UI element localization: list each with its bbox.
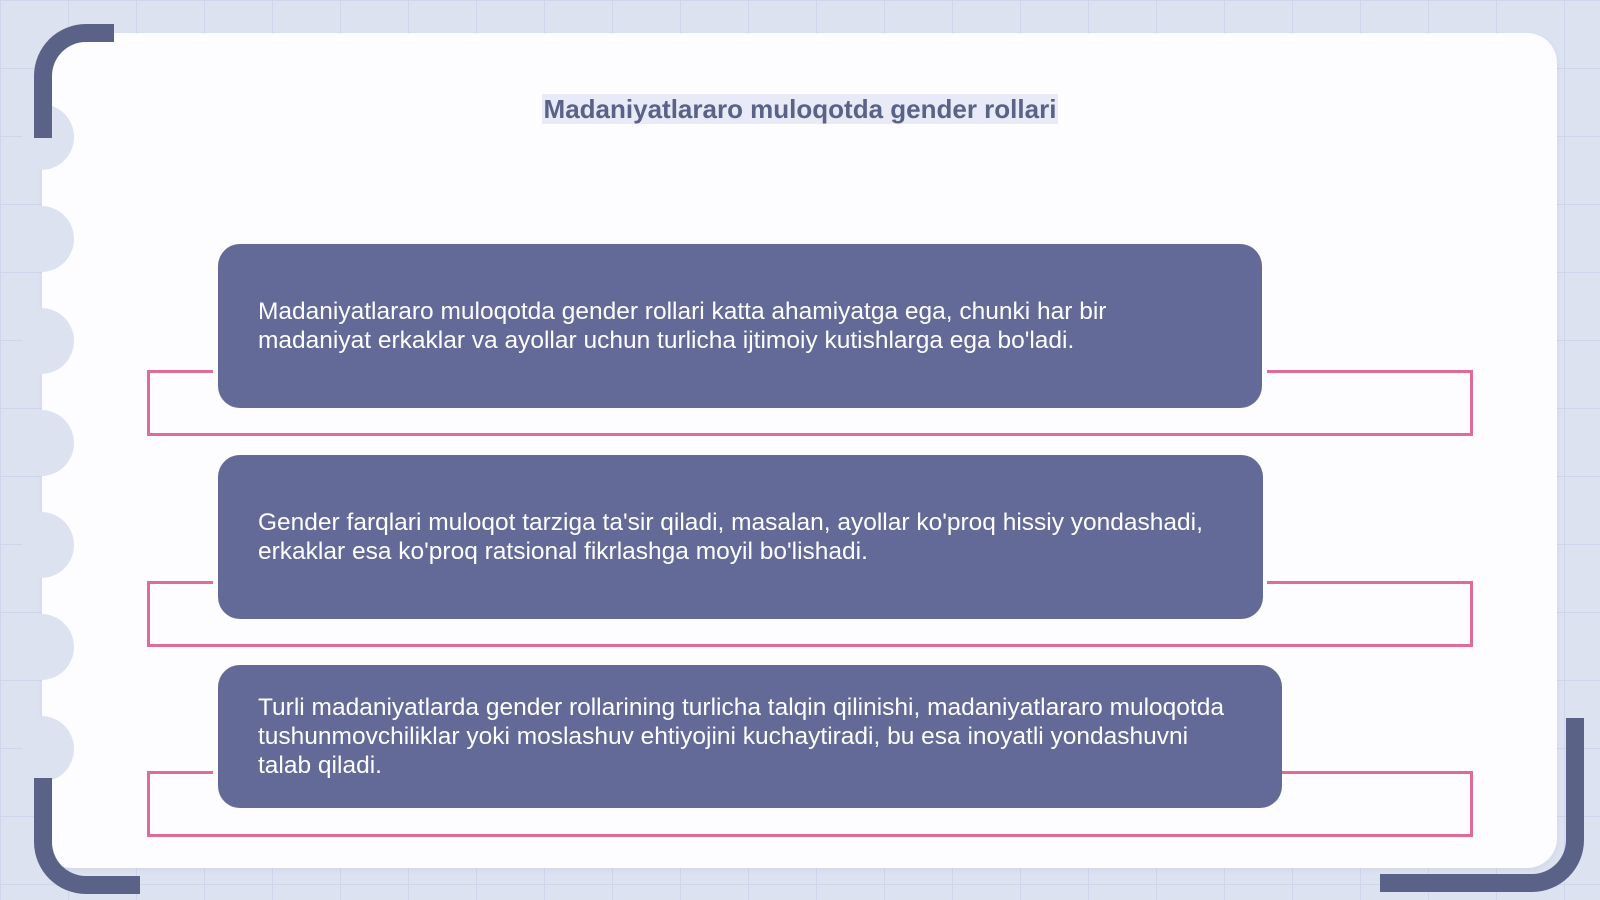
accent-line bbox=[147, 581, 213, 584]
slide-title-text: Madaniyatlararo muloqotda gender rollari bbox=[543, 94, 1057, 124]
accent-line bbox=[147, 370, 213, 373]
accent-line bbox=[1267, 370, 1473, 373]
corner-bracket-bottom-left bbox=[34, 778, 140, 894]
card-text: Madaniyatlararo muloqotda gender rollari katta ahamiyatga ega, chunki har bir madaniyat erkaklar va ayollar uchun turlicha ijtimoiy kutishlarga ega bo'ladi. bbox=[258, 298, 1107, 354]
content-card-1 bbox=[218, 244, 1262, 408]
content-card-2 bbox=[218, 455, 1263, 619]
slide-title bbox=[0, 94, 1600, 125]
content-card-3 bbox=[218, 665, 1282, 808]
accent-line bbox=[147, 771, 213, 774]
accent-line bbox=[1267, 581, 1473, 584]
accent-line bbox=[1267, 771, 1473, 774]
card-text: Turli madaniyatlarda gender rollarining turlicha talqin qilinishi, madaniyatlararo muloqotda tushunmovchiliklar yoki moslashuv ehtiyojini kuchaytiradi, bu esa inoyatli yondashuvni talab qiladi. bbox=[258, 694, 1224, 779]
card-text: Gender farqlari muloqot tarziga ta'sir qiladi, masalan, ayollar ko'proq hissiy yondashadi, erkaklar esa ko'proq ratsional fikrlashga moyil bo'lishadi. bbox=[258, 509, 1203, 565]
